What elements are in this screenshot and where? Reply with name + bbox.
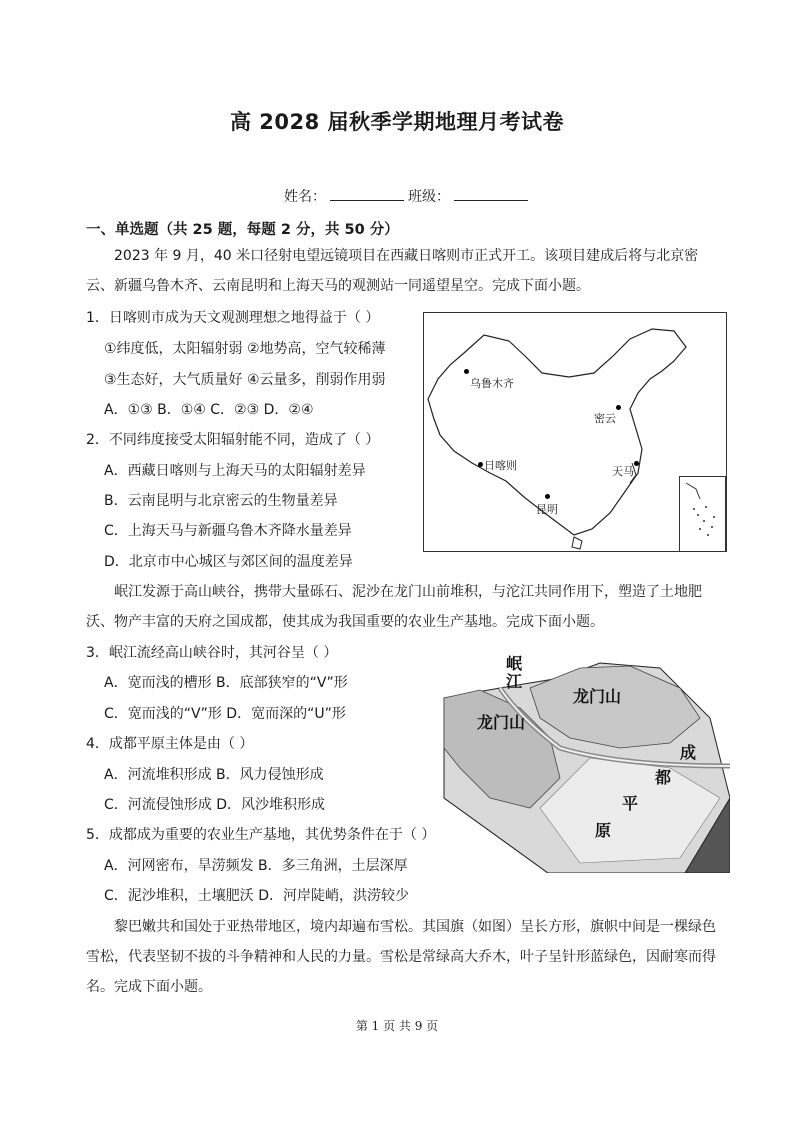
question-2-option-b: B．云南昆明与北京密云的生物量差异 <box>104 493 338 509</box>
student-info <box>284 186 532 206</box>
south-china-sea-inset <box>679 476 726 552</box>
urumqi-dot <box>464 369 469 374</box>
question-4-options-line1: A．河流堆积形成 B．风力侵蚀形成 <box>104 767 324 783</box>
class-label: 班级： <box>408 189 450 205</box>
shigatse-dot <box>478 462 483 467</box>
question-5-options-line2: C．泥沙堆积，土壤肥沃 D．河岸陡峭，洪涝较少 <box>104 888 410 904</box>
miyun-dot <box>616 405 621 410</box>
question-1-stem: 1．日喀则市成为天文观测理想之地得益于（ ） <box>86 310 380 326</box>
question-2-stem: 2．不同纬度接受太阳辐射能不同，造成了（ ） <box>86 432 380 448</box>
diagram-label-jiang: 江 <box>506 672 523 691</box>
class-blank <box>454 190 528 201</box>
passage-1: 2023 年 9 月，40 米口径射电望远镜项目在西藏日喀则市正式开工。该项目建成后将与北京密云、新疆乌鲁木齐、云南昆明和上海天马的观测站一同遥望星空。完成下面小题。 <box>86 248 699 294</box>
question-1-item-line1: ①纬度低，太阳辐射弱 ②地势高，空气较稀薄 <box>104 341 386 357</box>
question-2-option-c: C．上海天马与新疆乌鲁木齐降水量差异 <box>104 523 352 539</box>
question-2-option-a: A．西藏日喀则与上海天马的太阳辐射差异 <box>104 463 366 479</box>
question-1-item-line2: ③生态好，大气质量好 ④云量多，削弱作用弱 <box>104 372 386 388</box>
diagram-label-yuan: 原 <box>595 821 612 840</box>
diagram-label-longmen-top: 龙门山 <box>573 687 622 706</box>
question-4-options-line2: C．河流侵蚀形成 D．风沙堆积形成 <box>104 797 326 813</box>
kunming-dot <box>545 494 550 499</box>
map-label-shigatse: 日喀则 <box>484 459 517 472</box>
diagram-label-ping: 平 <box>622 794 639 813</box>
map-label-miyun: 密云 <box>594 412 616 425</box>
china-map-figure <box>423 312 727 552</box>
diagram-label-min: 岷 <box>506 654 523 673</box>
chengdu-plain-diagram <box>440 648 730 873</box>
map-label-kunming: 昆明 <box>536 503 558 516</box>
diagram-label-cheng: 成 <box>680 743 697 762</box>
page-title: 高 2028 届秋季学期地理月考试卷 <box>229 110 565 134</box>
map-label-tianma: 天马 <box>612 465 634 478</box>
question-2-option-d: D．北京市中心城区与郊区间的温度差异 <box>104 554 353 570</box>
diagram-label-longmen-left: 龙门山 <box>477 713 526 732</box>
question-3-options-line1: A．宽而浅的槽形 B．底部狭窄的“V”形 <box>104 675 348 691</box>
question-5-options-line1: A．河网密布，旱涝频发 B．多三角洲，土层深厚 <box>104 858 408 874</box>
name-label: 姓名： <box>284 189 326 205</box>
tianma-dot <box>634 461 639 466</box>
map-label-urumqi: 乌鲁木齐 <box>470 377 514 390</box>
diagram-label-du: 都 <box>655 768 672 787</box>
question-1-choices: A．①③ B．①④ C．②③ D．②④ <box>104 402 314 418</box>
passage-3: 黎巴嫩共和国处于亚热带地区，境内却遍布雪松。其国旗（如图）呈长方形，旗帜中间是一棵绿色雪松，代表坚韧不拔的斗争精神和人民的力量。雪松是常绿高大乔木，叶子呈针形蓝绿色，因耐寒而得名。完成下面小题。 <box>86 919 716 995</box>
question-3-stem: 3．岷江流经高山峡谷时，其河谷呈（ ） <box>86 645 338 661</box>
question-4-stem: 4．成都平原主体是由（ ） <box>86 736 254 752</box>
page-footer: 第 1 页 共 9 页 <box>355 1019 439 1033</box>
passage-2: 岷江发源于高山峡谷，携带大量砾石、泥沙在龙门山前堆积，与沱江共同作用下，塑造了土地肥沃、物产丰富的天府之国成都，使其成为我国重要的农业生产基地。完成下面小题。 <box>86 584 702 630</box>
question-5-stem: 5．成都成为重要的农业生产基地，其优势条件在于（ ） <box>86 827 436 843</box>
section-title: 一、单选题（共 25 题，每题 2 分，共 50 分） <box>86 222 399 238</box>
inset-islands <box>680 477 725 551</box>
name-blank <box>330 190 404 201</box>
question-3-options-line2: C．宽而浅的“V”形 D．宽而深的“U”形 <box>104 706 346 722</box>
